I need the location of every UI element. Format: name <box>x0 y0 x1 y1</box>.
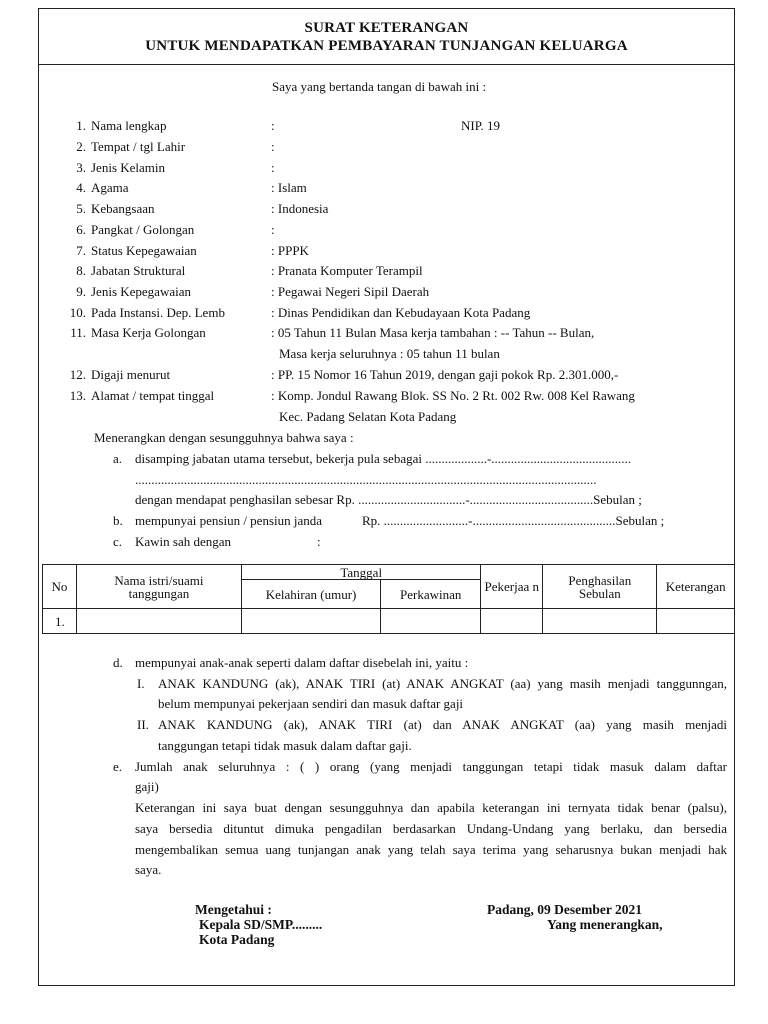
field-number: 6. <box>76 222 86 237</box>
header-divider <box>38 64 735 65</box>
row-penghasilan <box>543 609 657 634</box>
field-label: Digaji menurut <box>91 367 171 382</box>
place-date: Padang, 09 Desember 2021 <box>487 902 642 917</box>
field-number: 1. <box>76 118 86 133</box>
row-pekerjaan <box>481 609 543 634</box>
header-tanggal: Tanggal <box>242 565 481 580</box>
item-d-i-number: I. <box>137 676 145 691</box>
field-number: 13. <box>69 388 86 403</box>
field-number: 7. <box>76 243 86 258</box>
field-label: Agama <box>91 180 129 195</box>
declaration-text: Menerangkan dengan sesungguhnya bahwa saya : <box>94 430 354 445</box>
item-letter: b. <box>113 513 123 528</box>
field-label: Pada Instansi. Dep. Lemb <box>91 305 225 320</box>
item-d-ii-line2: tanggungan tetapi tidak masuk dalam daftar gaji. <box>158 738 412 753</box>
header-penghasilan: Penghasilan Sebulan <box>543 565 657 609</box>
item-a-line2: .............................................................................................................................................. <box>135 472 597 487</box>
field-value: : Dinas Pendidikan dan Kebudayaan Kota Padang <box>271 305 531 320</box>
field-value: : Indonesia <box>271 201 329 216</box>
field-label: Kebangsaan <box>91 201 155 216</box>
field-number: 10. <box>69 305 86 320</box>
header-pekerjaan: Pekerjaa n <box>481 565 543 609</box>
field-label: Nama lengkap <box>91 118 167 133</box>
field-label: Tempat / tgl Lahir <box>91 139 186 154</box>
closing-line: saya bersedia dituntut dimuka pengadilan berdasarkan Undang-Undang yang berlaku, dan bersedia <box>135 821 727 836</box>
field-number: 8. <box>76 263 86 278</box>
field-number: 11. <box>70 325 86 340</box>
field-value: : <box>271 160 275 175</box>
item-d-ii-number: II. <box>137 717 149 732</box>
closing-line: mengembalikan semua uang tunjangan anak yang telah saya terima yang seharusnya bukan menjadi hak <box>135 842 727 857</box>
header-keterangan: Keterangan <box>657 565 735 609</box>
item-c-colon: : <box>317 534 321 549</box>
row-perkawinan <box>381 609 481 634</box>
acknowledged-label: Mengetahui : <box>195 902 272 917</box>
field-label: Jabatan Struktural <box>91 263 186 278</box>
field-number: 9. <box>76 284 86 299</box>
field-value: : Pegawai Negeri Sipil Daerah <box>271 284 430 299</box>
field-label: Masa Kerja Golongan <box>91 325 206 340</box>
field-number: 4. <box>76 180 86 195</box>
item-a-line1: disamping jabatan utama tersebut, bekerja pula sebagai ...................-........................................... <box>135 451 632 466</box>
header-name: Nama istri/suami tanggungan <box>76 565 241 609</box>
item-e-line1: Jumlah anak seluruhnya : ( ) orang (yang menjadi tanggungan tetapi tidak masuk dalam daftar <box>135 759 727 774</box>
closing-line: Keterangan ini saya buat dengan sesungguhnya dan apabila keterangan ini ternyata tidak benar (palsu), <box>135 800 727 815</box>
field-label: Jenis Kelamin <box>91 160 166 175</box>
item-letter: e. <box>113 759 123 774</box>
city-label: Kota Padang <box>199 932 275 947</box>
item-d-text: mempunyai anak-anak seperti dalam daftar disebelah ini, yaitu : <box>135 655 469 670</box>
field-number: 12. <box>69 367 86 382</box>
field-value: : PPPK <box>271 243 309 258</box>
item-b-text: mempunyai pensiun / pensiun janda <box>135 513 323 528</box>
header-kelahiran: Kelahiran (umur) <box>242 580 381 609</box>
item-c-text: Kawin sah dengan <box>135 534 232 549</box>
field-label: Alamat / tempat tinggal <box>91 388 215 403</box>
field-value-continued: Kec. Padang Selatan Kota Padang <box>279 409 457 424</box>
field-value: : 05 Tahun 11 Bulan Masa kerja tambahan : -- Tahun -- Bulan, <box>271 325 595 340</box>
item-letter: d. <box>113 655 123 670</box>
item-e-line2: gaji) <box>135 779 159 794</box>
item-letter: c. <box>113 534 123 549</box>
field-number: 2. <box>76 139 86 154</box>
header-no: No <box>43 565 77 609</box>
field-value: : <box>271 222 275 237</box>
document-subtitle: UNTUK MENDAPATKAN PEMBAYARAN TUNJANGAN KELUARGA <box>145 38 628 54</box>
closing-line: saya. <box>135 862 162 877</box>
row-name <box>76 609 241 634</box>
intro-text: Saya yang bertanda tangan di bawah ini : <box>272 79 487 94</box>
document-title: SURAT KETERANGAN <box>304 20 469 36</box>
item-d-ii-line1: ANAK KANDUNG (ak), ANAK TIRI (at) dan ANAK ANGKAT (aa) yang masih menjadi <box>158 717 727 732</box>
field-number: 3. <box>76 160 86 175</box>
principal-title: Kepala SD/SMP......... <box>199 917 323 932</box>
item-d-i-line1: ANAK KANDUNG (ak), ANAK TIRI (at) ANAK ANGKAT (aa) yang masih menjadi tanggunngan, <box>158 676 727 691</box>
field-label: Jenis Kepegawaian <box>91 284 191 299</box>
item-b-amount: Rp. ..........................-............................................Sebulan ; <box>362 513 665 528</box>
field-value-continued: Masa kerja seluruhnya : 05 tahun 11 bulan <box>279 346 500 361</box>
row-kelahiran <box>242 609 381 634</box>
declarant-label: Yang menerangkan, <box>547 917 663 932</box>
item-letter: a. <box>113 451 123 466</box>
field-label: Status Kepegawaian <box>91 243 197 258</box>
table-row <box>43 609 735 634</box>
spouse-table <box>42 564 735 634</box>
item-d-i-line2: belum mempunyai pekerjaan sendiri dan masuk daftar gaji <box>158 696 464 711</box>
item-a-line3: dengan mendapat penghasilan sebesar Rp. .................................-......................................Sebulan ; <box>135 492 642 507</box>
field-value: : <box>271 118 275 133</box>
field-value: : Komp. Jondul Rawang Blok. SS No. 2 Rt. 002 Rw. 008 Kel Rawang <box>271 388 635 403</box>
nip-value: NIP. 19 <box>461 118 501 133</box>
field-value: : PP. 15 Nomor 16 Tahun 2019, dengan gaji pokok Rp. 2.301.000,- <box>271 367 619 382</box>
row-keterangan <box>657 609 735 634</box>
field-number: 5. <box>76 201 86 216</box>
header-perkawinan: Perkawinan <box>381 580 481 609</box>
field-value: : <box>271 139 275 154</box>
field-label: Pangkat / Golongan <box>91 222 195 237</box>
row-no: 1. <box>43 609 77 634</box>
field-value: : Islam <box>271 180 307 195</box>
field-value: : Pranata Komputer Terampil <box>271 263 423 278</box>
